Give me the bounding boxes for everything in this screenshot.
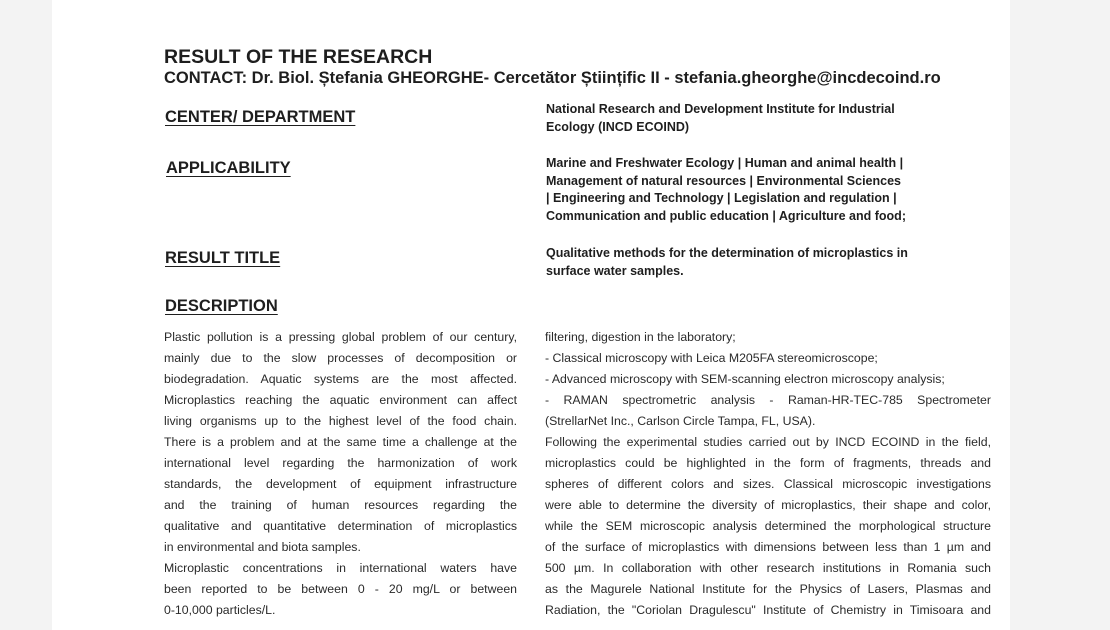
body-line: mainly due to the slow processes of decomposition or bbox=[164, 351, 517, 365]
body-line: There is a problem and at the same time a challenge at the bbox=[164, 435, 517, 449]
body-line: Microplastics reaching the aquatic environment can affect bbox=[164, 393, 517, 407]
applicability-label: APPLICABILITY bbox=[166, 159, 291, 177]
applicability-line: Management of natural resources | Environmental Sciences bbox=[546, 173, 901, 188]
body-line: as the Magurele National Institute for the Physics of Lasers, Plasmas and bbox=[545, 582, 991, 596]
body-line: of the surface of microplastics with dimensions between less than 1 µm and bbox=[545, 540, 991, 554]
description-label: DESCRIPTION bbox=[165, 297, 278, 315]
body-line: while the SEM microscopic analysis determined the morphological structure bbox=[545, 519, 991, 533]
body-line: - RAMAN spectrometric analysis - Raman-HR-TEC-785 Spectrometer bbox=[545, 393, 991, 407]
body-line: - Advanced microscopy with SEM-scanning electron microscopy analysis; bbox=[545, 372, 945, 386]
center-line: Ecology (INCD ECOIND) bbox=[546, 119, 690, 134]
body-line: microplastics could be highlighted in the form of fragments, threads and bbox=[545, 456, 991, 470]
center-line: National Research and Development Institute for Industrial bbox=[546, 102, 895, 116]
applicability-line: Communication and public education | Agriculture and food; bbox=[546, 208, 906, 223]
body-line: Microplastic concentrations in international waters have bbox=[164, 561, 517, 575]
applicability-line: Marine and Freshwater Ecology | Human and animal health | bbox=[546, 156, 904, 170]
result-title-value bbox=[546, 245, 946, 280]
body-line: (StrellarNet Inc., Carlson Circle Tampa, FL, USA). bbox=[545, 414, 816, 428]
body-line: 0-10,000 particles/L. bbox=[164, 603, 276, 617]
body-line: biodegradation. Aquatic systems are the most affected. bbox=[164, 372, 517, 386]
body-line: - Classical microscopy with Leica M205FA stereomicroscope; bbox=[545, 351, 878, 365]
center-department-label: CENTER/ DEPARTMENT bbox=[165, 108, 356, 126]
description-left-column bbox=[164, 327, 517, 621]
body-line: spheres of different colors and sizes. Classical microscopic investigations bbox=[545, 477, 991, 491]
body-line: standards, the development of equipment infrastructure bbox=[164, 477, 517, 491]
page-title: RESULT OF THE RESEARCH bbox=[164, 46, 433, 68]
body-line: 500 µm. In collaboration with other research institutions in Romania such bbox=[545, 561, 991, 575]
result-title-label: RESULT TITLE bbox=[165, 249, 281, 267]
result-title-line: surface water samples. bbox=[546, 263, 684, 278]
contact-line: CONTACT: Dr. Biol. Ștefania GHEORGHE- Cercetător Științific II - stefania.gheorghe@incdecoind.ro bbox=[164, 69, 941, 87]
result-title-line: Qualitative methods for the determination of microplastics in bbox=[546, 246, 908, 260]
center-department-value bbox=[546, 101, 946, 136]
applicability-line: | Engineering and Technology | Legislation and regulation | bbox=[546, 191, 897, 205]
body-line: Radiation, the "Coriolan Dragulescu" Institute of Chemistry in Timisoara and bbox=[545, 603, 991, 617]
body-line: qualitative and quantitative determination of microplastics bbox=[164, 519, 517, 533]
body-line: Following the experimental studies carried out by INCD ECOIND in the field, bbox=[545, 435, 991, 449]
body-line: living organisms up to the highest level of the food chain. bbox=[164, 414, 517, 428]
body-line: in environmental and biota samples. bbox=[164, 540, 361, 554]
body-line: were able to determine the diversity of microplastics, their shape and color, bbox=[545, 498, 991, 512]
body-line: been reported to be between 0 - 20 mg/L or between bbox=[164, 582, 517, 596]
body-line: and the training of human resources regarding the bbox=[164, 498, 517, 512]
body-line: filtering, digestion in the laboratory; bbox=[545, 330, 736, 344]
body-line: Plastic pollution is a pressing global problem of our century, bbox=[164, 330, 517, 344]
body-line: international level regarding the harmonization of work bbox=[164, 456, 517, 470]
applicability-value bbox=[546, 155, 946, 225]
description-right-column bbox=[545, 327, 991, 621]
